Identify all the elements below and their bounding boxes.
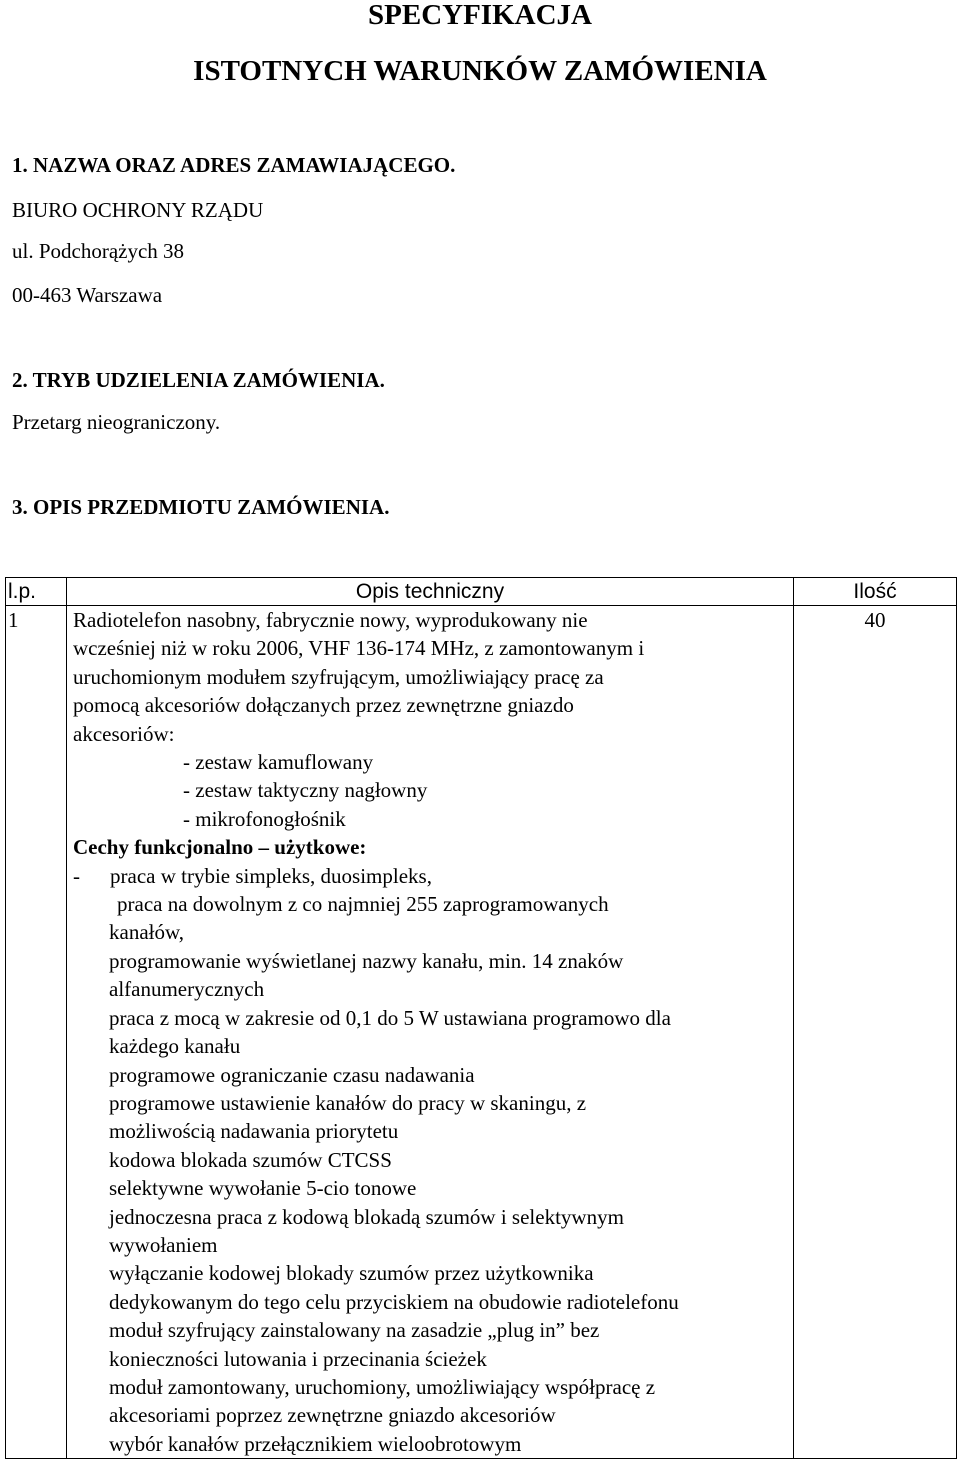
document-title-line-2: ISTOTNYCH WARUNKÓW ZAMÓWIENIA — [193, 55, 767, 87]
feature-item: akcesoriami poprzez zewnętrzne gniazdo akcesoriów — [109, 1403, 556, 1428]
section-1-heading: 1. NAZWA ORAZ ADRES ZAMAWIAJĄCEGO. — [12, 153, 456, 177]
row-lp: 1 — [6, 606, 67, 1459]
description-line: uruchomionym modułem szyfrującym, umożliwiający pracę za — [73, 664, 604, 689]
row-quantity: 40 — [794, 606, 957, 1459]
header-description: Opis techniczny — [67, 578, 794, 606]
description-line: akcesoriów: — [73, 721, 175, 746]
row-description — [67, 606, 794, 1459]
feature-item: kodowa blokada szumów CTCSS — [109, 1147, 392, 1172]
feature-item: programowanie wyświetlanej nazwy kanału, min. 14 znaków — [109, 948, 624, 973]
feature-item: dedykowanym do tego celu przyciskiem na obudowie radiotelefonu — [109, 1289, 679, 1314]
accessory-item: - zestaw taktyczny nagłowny — [183, 778, 428, 803]
header-quantity: Ilość — [794, 578, 957, 606]
feature-item: programowe ograniczanie czasu nadawania — [109, 1062, 475, 1087]
feature-item: wywołaniem — [109, 1232, 218, 1257]
header-lp: l.p. — [6, 578, 67, 606]
feature-item: kanałów, — [109, 920, 185, 945]
description-line: pomocą akcesoriów dołączanych przez zewnętrzne gniazdo — [73, 693, 574, 718]
table-header-row — [6, 578, 957, 606]
feature-item — [73, 862, 793, 890]
feature-item: praca z mocą w zakresie od 0,1 do 5 W ustawiana programowo dla — [109, 1005, 671, 1030]
section-1-line: 00-463 Warszawa — [12, 283, 163, 307]
accessory-item: - mikrofonogłośnik — [183, 806, 346, 831]
feature-item: moduł zamontowany, uruchomiony, umożliwiający współpracę z — [109, 1374, 656, 1399]
feature-text: praca w trybie simpleks, duosimpleks, — [110, 863, 432, 888]
table-row — [6, 606, 957, 1459]
feature-item: programowe ustawienie kanałów do pracy w skaningu, z — [109, 1090, 587, 1115]
description-line: wcześniej niż w roku 2006, VHF 136-174 MHz, z zamontowanym i — [73, 636, 645, 661]
feature-item: moduł szyfrujący zainstalowany na zasadzie „plug in” bez — [109, 1318, 600, 1343]
document-title-line-1: SPECYFIKACJA — [368, 0, 592, 31]
feature-item: konieczności lutowania i przecinania ścieżek — [109, 1346, 487, 1371]
feature-item: każdego kanału — [109, 1034, 241, 1059]
section-3-heading: 3. OPIS PRZEDMIOTU ZAMÓWIENIA. — [12, 495, 390, 519]
feature-item: alfanumerycznych — [109, 977, 265, 1002]
accessory-item: - zestaw kamuflowany — [183, 750, 374, 775]
description-line: Radiotelefon nasobny, fabrycznie nowy, wyprodukowany nie — [73, 608, 588, 632]
specification-table — [5, 577, 957, 1459]
feature-item: możliwością nadawania priorytetu — [109, 1119, 399, 1144]
section-1-line: ul. Podchorążych 38 — [12, 239, 185, 263]
feature-item: jednoczesna praca z kodową blokadą szumów i selektywnym — [109, 1204, 624, 1229]
feature-item: selektywne wywołanie 5-cio tonowe — [109, 1176, 417, 1201]
features-heading: Cechy funkcjonalno – użytkowe: — [73, 835, 367, 860]
section-2-line: Przetarg nieograniczony. — [12, 410, 221, 434]
section-1-line: BIURO OCHRONY RZĄDU — [12, 198, 264, 222]
feature-dash: - — [73, 863, 80, 888]
feature-item: wyłączanie kodowej blokady szumów przez użytkownika — [109, 1261, 594, 1286]
section-2-heading: 2. TRYB UDZIELENIA ZAMÓWIENIA. — [12, 368, 385, 392]
feature-item: wybór kanałów przełącznikiem wieloobrotowym — [109, 1431, 522, 1456]
feature-item: praca na dowolnym z co najmniej 255 zaprogramowanych — [117, 892, 609, 917]
